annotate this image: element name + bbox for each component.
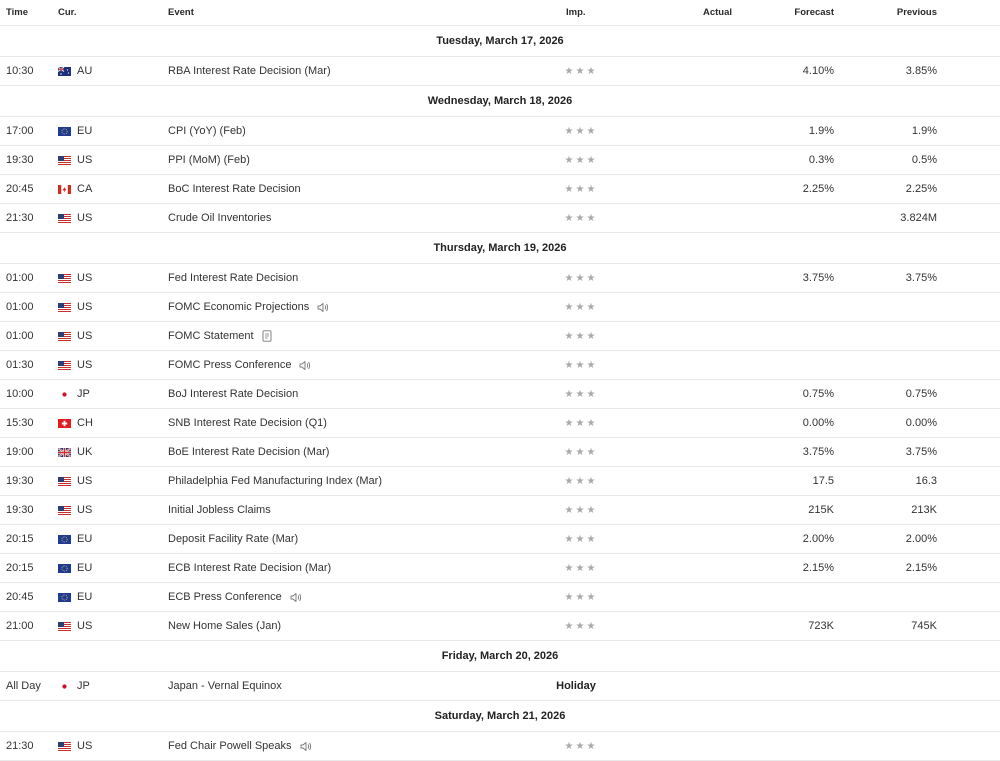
event-name-cell xyxy=(162,183,516,195)
event-currency xyxy=(58,446,162,458)
flag-us-icon xyxy=(58,477,71,486)
previous-value: 3.85% xyxy=(905,65,937,77)
event-time: 19:30 xyxy=(6,154,34,166)
event-name[interactable]: Crude Oil Inventories xyxy=(168,212,272,224)
previous-value: 3.75% xyxy=(905,446,937,458)
event-time: 21:00 xyxy=(6,620,34,632)
flag-us-icon xyxy=(58,214,71,223)
event-time: 01:00 xyxy=(6,272,34,284)
importance xyxy=(516,360,636,371)
forecast-value: 2.25% xyxy=(802,183,834,195)
importance xyxy=(516,534,636,545)
header-forecast[interactable]: Forecast xyxy=(794,7,834,18)
flag-jp-icon xyxy=(58,682,71,691)
event-name[interactable]: Philadelphia Fed Manufacturing Index (Mar) xyxy=(168,475,383,487)
importance-stars: ★★★ xyxy=(564,533,598,545)
importance xyxy=(516,273,636,284)
previous-value: 3.75% xyxy=(905,272,937,284)
header-importance[interactable]: Imp. xyxy=(566,7,586,18)
event-name-cell xyxy=(162,446,516,458)
flag-eu-icon xyxy=(58,564,71,573)
event-name[interactable]: RBA Interest Rate Decision (Mar) xyxy=(168,65,331,77)
event-row[interactable] xyxy=(0,264,1000,293)
currency-code: CH xyxy=(77,417,93,429)
event-currency xyxy=(58,475,162,487)
date-header: Wednesday, March 18, 2026 xyxy=(0,86,1000,117)
flag-us-icon xyxy=(58,361,71,370)
event-name[interactable]: ECB Interest Rate Decision (Mar) xyxy=(168,562,332,574)
currency-code: EU xyxy=(77,125,93,137)
importance xyxy=(516,418,636,429)
event-name[interactable]: Japan - Vernal Equinox xyxy=(168,680,282,692)
flag-jp-icon xyxy=(58,390,71,399)
forecast-value: 2.00% xyxy=(802,533,834,545)
currency-code: AU xyxy=(77,65,93,77)
event-time: 19:30 xyxy=(6,504,34,516)
currency-code: US xyxy=(77,212,93,224)
importance xyxy=(516,476,636,487)
event-name-cell xyxy=(162,388,516,400)
event-name-cell xyxy=(162,475,516,487)
event-time: 10:30 xyxy=(6,65,34,77)
importance-stars: ★★★ xyxy=(564,183,598,195)
importance-stars: ★★★ xyxy=(564,446,598,458)
previous-value: 1.9% xyxy=(911,125,937,137)
importance-stars: ★★★ xyxy=(564,591,598,603)
event-name[interactable]: Initial Jobless Claims xyxy=(168,504,271,516)
date-header: Friday, March 20, 2026 xyxy=(0,641,1000,672)
importance-stars: ★★★ xyxy=(564,330,598,342)
event-row[interactable] xyxy=(0,117,1000,146)
importance-stars: ★★★ xyxy=(564,154,598,166)
previous-value: 2.00% xyxy=(905,533,937,545)
previous-value: 745K xyxy=(911,620,937,632)
importance xyxy=(516,184,636,195)
importance-stars: ★★★ xyxy=(564,212,598,224)
header-currency[interactable]: Cur. xyxy=(58,7,77,18)
event-currency xyxy=(58,417,162,429)
header-event[interactable]: Event xyxy=(168,7,194,18)
speaker-icon[interactable] xyxy=(299,360,311,371)
importance xyxy=(516,505,636,516)
previous-value: 213K xyxy=(911,504,937,516)
event-time: 01:00 xyxy=(6,301,34,313)
currency-code: EU xyxy=(77,591,93,603)
currency-code: US xyxy=(77,475,93,487)
event-name[interactable]: SNB Interest Rate Decision (Q1) xyxy=(168,417,327,429)
event-row[interactable] xyxy=(0,732,1000,761)
importance xyxy=(516,66,636,77)
event-time: 20:15 xyxy=(6,533,34,545)
importance xyxy=(516,126,636,137)
currency-code: US xyxy=(77,301,93,313)
calendar-body xyxy=(0,26,1000,761)
event-row[interactable] xyxy=(0,146,1000,175)
event-name-cell xyxy=(162,359,516,371)
event-currency xyxy=(58,359,162,371)
flag-au-icon xyxy=(58,67,71,76)
flag-ca-icon xyxy=(58,185,71,194)
event-name-cell xyxy=(162,154,516,166)
event-name-cell xyxy=(162,212,516,224)
event-row[interactable] xyxy=(0,554,1000,583)
currency-code: US xyxy=(77,330,93,342)
flag-eu-icon xyxy=(58,127,71,136)
header-previous[interactable]: Previous xyxy=(896,7,937,18)
forecast-value: 1.9% xyxy=(808,125,834,137)
event-row[interactable] xyxy=(0,583,1000,612)
event-name[interactable]: FOMC Press Conference xyxy=(168,359,292,371)
flag-us-icon xyxy=(58,742,71,751)
event-time: 10:00 xyxy=(6,388,34,400)
event-time: 21:30 xyxy=(6,212,34,224)
importance-stars: ★★★ xyxy=(564,65,598,77)
currency-code: EU xyxy=(77,533,93,545)
event-name-cell xyxy=(162,680,516,692)
event-name-cell xyxy=(162,562,516,574)
event-time: 01:30 xyxy=(6,359,34,371)
event-currency xyxy=(58,620,162,632)
flag-us-icon xyxy=(58,303,71,312)
event-currency xyxy=(58,212,162,224)
event-row[interactable] xyxy=(0,322,1000,351)
importance xyxy=(516,447,636,458)
currency-code: US xyxy=(77,620,93,632)
event-name[interactable]: BoC Interest Rate Decision xyxy=(168,183,301,195)
event-name[interactable]: Deposit Facility Rate (Mar) xyxy=(168,533,299,545)
event-time: 20:45 xyxy=(6,591,34,603)
event-currency xyxy=(58,125,162,137)
document-icon[interactable] xyxy=(262,330,272,342)
event-row[interactable] xyxy=(0,351,1000,380)
importance-stars: ★★★ xyxy=(564,272,598,284)
event-currency xyxy=(58,504,162,516)
currency-code: US xyxy=(77,154,93,166)
importance-stars: ★★★ xyxy=(564,417,598,429)
flag-uk-icon xyxy=(58,448,71,457)
previous-value: 2.25% xyxy=(905,183,937,195)
event-time: 19:30 xyxy=(6,475,34,487)
previous-value: 0.00% xyxy=(905,417,937,429)
importance-stars: ★★★ xyxy=(564,388,598,400)
currency-code: JP xyxy=(77,388,90,400)
event-name-cell xyxy=(162,620,516,632)
event-name-cell xyxy=(162,272,516,284)
currency-code: US xyxy=(77,740,93,752)
event-name[interactable]: New Home Sales (Jan) xyxy=(168,620,282,632)
forecast-value: 0.75% xyxy=(802,388,834,400)
importance xyxy=(516,621,636,632)
currency-code: US xyxy=(77,504,93,516)
forecast-value: 4.10% xyxy=(802,65,834,77)
event-name-cell xyxy=(162,301,516,313)
importance-stars: ★★★ xyxy=(564,740,598,752)
event-row[interactable] xyxy=(0,204,1000,233)
event-name-cell xyxy=(162,533,516,545)
importance-stars: ★★★ xyxy=(564,620,598,632)
table-header xyxy=(0,0,1000,26)
previous-value: 16.3 xyxy=(915,475,937,487)
currency-code: CA xyxy=(77,183,93,195)
importance xyxy=(516,741,636,752)
forecast-value: 0.3% xyxy=(808,154,834,166)
importance xyxy=(516,331,636,342)
event-currency xyxy=(58,183,162,195)
forecast-value: 215K xyxy=(808,504,834,516)
event-currency xyxy=(58,272,162,284)
importance-stars: ★★★ xyxy=(564,562,598,574)
event-name[interactable]: ECB Press Conference xyxy=(168,591,282,603)
event-currency xyxy=(58,562,162,574)
forecast-value: 723K xyxy=(808,620,834,632)
importance xyxy=(516,155,636,166)
flag-eu-icon xyxy=(58,593,71,602)
speaker-icon[interactable] xyxy=(317,302,329,313)
event-row[interactable] xyxy=(0,612,1000,641)
event-name-cell xyxy=(162,740,516,752)
event-name[interactable]: FOMC Statement xyxy=(168,330,254,342)
event-time: 19:00 xyxy=(6,446,34,458)
event-currency xyxy=(58,330,162,342)
event-name[interactable]: BoJ Interest Rate Decision xyxy=(168,388,299,400)
event-currency xyxy=(58,65,162,77)
event-currency xyxy=(58,388,162,400)
event-row[interactable] xyxy=(0,293,1000,322)
date-header: Tuesday, March 17, 2026 xyxy=(0,26,1000,57)
event-name[interactable]: BoE Interest Rate Decision (Mar) xyxy=(168,446,330,458)
currency-code: US xyxy=(77,272,93,284)
holiday-label: Holiday xyxy=(556,680,596,692)
currency-code: UK xyxy=(77,446,93,458)
importance xyxy=(516,389,636,400)
event-name[interactable]: CPI (YoY) (Feb) xyxy=(168,125,246,137)
event-name[interactable]: Fed Chair Powell Speaks xyxy=(168,740,292,752)
event-currency xyxy=(58,591,162,603)
previous-value: 0.5% xyxy=(911,154,937,166)
event-name[interactable]: FOMC Economic Projections xyxy=(168,301,310,313)
event-time: All Day xyxy=(6,680,41,692)
forecast-value: 2.15% xyxy=(802,562,834,574)
header-actual[interactable]: Actual xyxy=(702,7,732,18)
flag-us-icon xyxy=(58,506,71,515)
event-name-cell xyxy=(162,125,516,137)
flag-us-icon xyxy=(58,156,71,165)
forecast-value: 3.75% xyxy=(802,272,834,284)
event-row[interactable] xyxy=(0,438,1000,467)
event-row[interactable] xyxy=(0,409,1000,438)
event-time: 17:00 xyxy=(6,125,34,137)
event-currency xyxy=(58,533,162,545)
currency-code: US xyxy=(77,359,93,371)
event-time: 20:15 xyxy=(6,562,34,574)
event-currency xyxy=(58,154,162,166)
date-header: Saturday, March 21, 2026 xyxy=(0,701,1000,732)
currency-code: JP xyxy=(77,680,90,692)
event-currency xyxy=(58,301,162,313)
flag-ch-icon xyxy=(58,419,71,428)
forecast-value: 0.00% xyxy=(802,417,834,429)
forecast-value: 17.5 xyxy=(812,475,834,487)
previous-value: 0.75% xyxy=(905,388,937,400)
date-header: Thursday, March 19, 2026 xyxy=(0,233,1000,264)
importance xyxy=(516,213,636,224)
importance xyxy=(516,563,636,574)
previous-value: 2.15% xyxy=(905,562,937,574)
event-row[interactable] xyxy=(0,57,1000,86)
flag-us-icon xyxy=(58,274,71,283)
importance xyxy=(516,302,636,313)
previous-value: 3.824M xyxy=(900,212,937,224)
event-name-cell xyxy=(162,591,516,603)
event-name-cell xyxy=(162,504,516,516)
event-name-cell xyxy=(162,417,516,429)
event-currency xyxy=(58,680,162,692)
importance xyxy=(516,680,636,692)
event-name[interactable]: Fed Interest Rate Decision xyxy=(168,272,299,284)
event-time: 15:30 xyxy=(6,417,34,429)
header-time[interactable]: Time xyxy=(6,7,29,18)
forecast-value: 3.75% xyxy=(802,446,834,458)
event-time: 21:30 xyxy=(6,740,34,752)
importance xyxy=(516,592,636,603)
event-time: 01:00 xyxy=(6,330,34,342)
importance-stars: ★★★ xyxy=(564,504,598,516)
event-row[interactable] xyxy=(0,496,1000,525)
importance-stars: ★★★ xyxy=(564,475,598,487)
importance-stars: ★★★ xyxy=(564,301,598,313)
importance-stars: ★★★ xyxy=(564,359,598,371)
event-name-cell xyxy=(162,65,516,77)
event-name-cell xyxy=(162,330,516,342)
event-name[interactable]: PPI (MoM) (Feb) xyxy=(168,154,250,166)
event-row[interactable] xyxy=(0,175,1000,204)
event-row[interactable] xyxy=(0,467,1000,496)
speaker-icon[interactable] xyxy=(300,741,312,752)
event-row[interactable] xyxy=(0,525,1000,554)
flag-us-icon xyxy=(58,332,71,341)
event-currency xyxy=(58,740,162,752)
event-time: 20:45 xyxy=(6,183,34,195)
event-row[interactable] xyxy=(0,672,1000,701)
flag-eu-icon xyxy=(58,535,71,544)
currency-code: EU xyxy=(77,562,93,574)
speaker-icon[interactable] xyxy=(290,592,302,603)
event-row[interactable] xyxy=(0,380,1000,409)
importance-stars: ★★★ xyxy=(564,125,598,137)
flag-us-icon xyxy=(58,622,71,631)
